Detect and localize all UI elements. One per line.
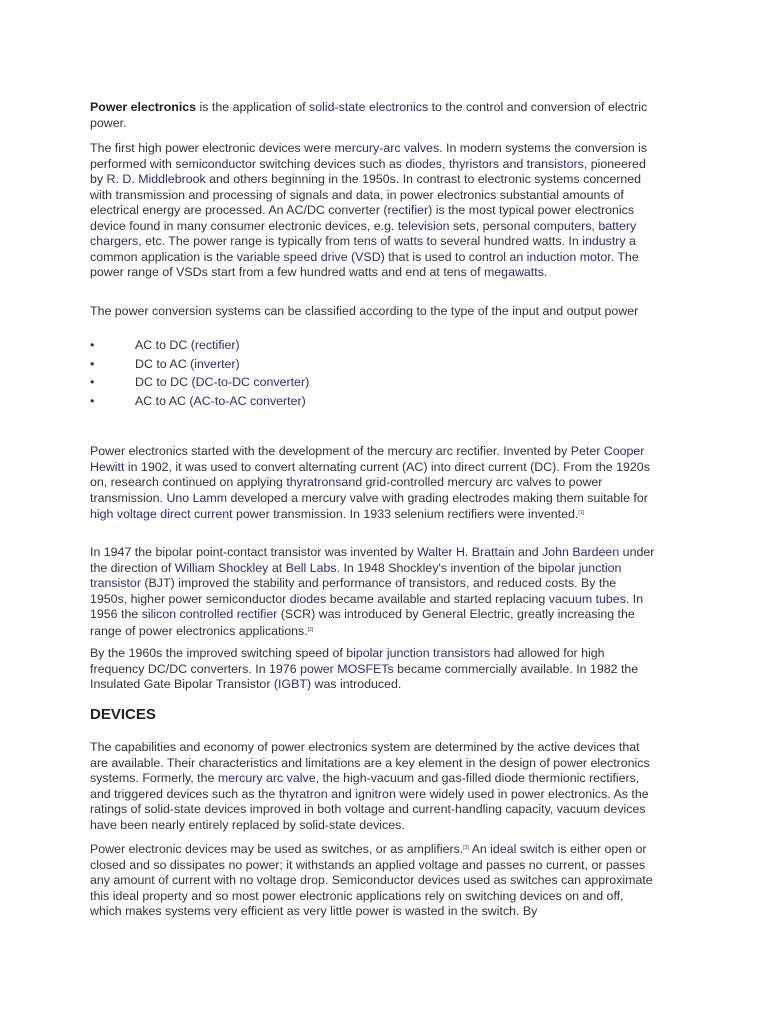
text: . The power range of VSDs start from a few hundred watts and end at tens of	[90, 249, 639, 279]
link[interactable]: mercury arc valve	[217, 771, 316, 785]
text: The power conversion systems can be classified according to the type of the input and output power	[90, 304, 639, 318]
link[interactable]: induction motor	[526, 249, 611, 264]
list-item-text	[135, 375, 309, 390]
text: (SCR) was introduced by General Electric, greatly increasing the range of power electronics applications.	[90, 607, 635, 638]
list-item-text	[135, 357, 240, 372]
text: that is used to control an	[384, 249, 527, 264]
paragraph-classification	[90, 304, 656, 320]
bullet-icon: •	[90, 375, 95, 389]
link[interactable]: thyristors	[448, 156, 500, 171]
link[interactable]: Uno Lamm	[166, 490, 228, 505]
link[interactable]: mercury-arc valves	[334, 141, 440, 155]
link[interactable]: television	[397, 218, 450, 233]
link[interactable]: ideal switch	[490, 842, 555, 856]
link[interactable]: variable speed drive (VSD)	[236, 249, 385, 264]
link[interactable]: R. D. Middlebrook	[106, 172, 206, 186]
link[interactable]: silicon controlled rectifier	[141, 607, 278, 621]
text: and grid-controlled mercury arc valves to power transmission.	[90, 475, 603, 505]
paragraph-devices	[90, 740, 656, 833]
link[interactable]: DC-to-DC converter	[195, 375, 306, 389]
list-item-text	[135, 394, 306, 409]
text: developed a mercury valve with grading electrodes making them suitable for	[227, 490, 648, 505]
text: switching devices such as	[255, 156, 406, 171]
link[interactable]: vacuum tubes	[548, 591, 626, 606]
text: were widely used in power electronics. As the ratings of solid-state devices improved in both voltage and current-handling capacity, vacuum devices have been nearly entirely replaced by solid-state devices.	[90, 786, 649, 832]
text: .	[543, 265, 548, 279]
text: ,	[441, 156, 449, 171]
link[interactable]: thyratron	[278, 786, 328, 801]
text: sets, personal	[449, 218, 534, 233]
text: )	[305, 375, 310, 389]
link[interactable]: transistors	[526, 156, 584, 171]
link[interactable]: semiconductor	[175, 156, 256, 171]
paragraph-first-devices	[90, 141, 656, 281]
text: , pioneered by	[90, 156, 646, 186]
section-heading-devices: DEVICES	[90, 706, 156, 723]
text: at	[268, 560, 286, 575]
text: ) was introduced.	[306, 677, 402, 691]
link[interactable]: William Shockley	[174, 560, 269, 575]
text: . In modern systems the conversion is performed with	[90, 141, 648, 171]
text: a common application is the	[90, 234, 636, 264]
text: AC to DC (	[135, 338, 195, 352]
text: )	[301, 394, 306, 408]
text: to several hundred watts. In	[423, 234, 583, 248]
text: DC to DC (	[135, 375, 196, 389]
text: An	[468, 842, 491, 856]
text: and	[514, 545, 543, 559]
link[interactable]: megawatts	[483, 265, 544, 279]
bold-term: Power electronics	[90, 100, 197, 114]
link[interactable]: diodes	[405, 156, 442, 171]
link[interactable]: IGBT	[278, 677, 307, 691]
text: , etc. The power range is typically from tens of	[138, 234, 395, 248]
citation-link[interactable]: [3]	[463, 845, 469, 851]
text: )	[235, 338, 240, 352]
paragraph-transistor	[90, 545, 656, 639]
text: . In 1948 Shockley's invention of the	[336, 560, 539, 575]
link[interactable]: Walter H. Brattain	[417, 545, 515, 559]
link[interactable]: Peter Cooper Hewitt	[90, 444, 645, 474]
link[interactable]: solid-state electronics	[309, 100, 429, 114]
citation-link[interactable]: [1]	[578, 510, 584, 516]
text: in 1902, it was used to convert alternating current (AC) into direct current (DC). From the 1920s on, research continued on applying	[90, 459, 650, 489]
text: is either open or closed and so dissipates no power; it withstands an applied voltage and passes no current, or passes any amount of current with no voltage drop. Semiconductor devices used as switches can approximate this ideal property and so most power electronic applications rely on switching devices on and off, which makes systems very efficient as very little power is wasted in the switch. By	[90, 842, 653, 918]
text: AC to AC (	[135, 394, 194, 408]
link[interactable]: John Bardeen	[542, 545, 620, 559]
link[interactable]: thyratrons	[286, 475, 342, 489]
text: became available and started replacing	[326, 591, 549, 606]
link[interactable]: rectifier	[387, 203, 429, 217]
text: , the high-vacuum and gas-filled diode thermionic rectifiers, and triggered devices such as the	[90, 771, 640, 801]
text: Power electronic devices may be used as switches, or as amplifiers.	[90, 842, 464, 856]
citation-link[interactable]: [2]	[307, 626, 314, 633]
text: . In 1956 the	[90, 591, 644, 621]
link[interactable]: high voltage direct current	[90, 507, 233, 521]
text: power transmission. In 1933 selenium rectifiers were invented.	[232, 507, 579, 521]
link[interactable]: computers	[533, 218, 592, 233]
link[interactable]: bipolar junction transistors	[346, 646, 491, 660]
bullet-icon: •	[90, 338, 95, 352]
link[interactable]: rectifier	[194, 338, 236, 352]
text: By the 1960s the improved switching speed of	[90, 646, 347, 660]
link[interactable]: Bell Labs	[285, 560, 337, 575]
text: The first high power electronic devices were	[90, 141, 335, 155]
paragraph-switches	[90, 841, 656, 920]
text: is the application of	[196, 100, 310, 114]
link[interactable]: inverter	[194, 357, 236, 371]
text: )	[235, 357, 240, 371]
text: The capabilities and economy of power electronics system are determined by the active devices that are available. Their characteristics and limitations are a key element in the design of power electronics systems. Formerly, the	[90, 740, 650, 785]
text: Power electronics started with the development of the mercury arc rectifier. Invented by	[90, 444, 571, 458]
link[interactable]: AC-to-AC converter	[193, 394, 302, 408]
text: and	[327, 786, 356, 801]
paragraph-history	[90, 444, 656, 523]
link[interactable]: ignitron	[355, 786, 396, 801]
link[interactable]: power MOSFETs	[300, 661, 394, 676]
text: became commercially available. In 1982 the Insulated Gate Bipolar Transistor (	[90, 661, 639, 691]
link[interactable]: watts	[394, 234, 424, 248]
text: and	[499, 156, 527, 171]
text: In 1947 the bipolar point-contact transistor was invented by	[90, 545, 418, 559]
link[interactable]: diodes	[289, 591, 327, 606]
text: to the control and conversion of electric power.	[90, 100, 648, 130]
bullet-icon: •	[90, 394, 95, 408]
list-item-text	[135, 338, 240, 353]
text: had allowed for high frequency DC/DC converters. In 1976	[90, 646, 605, 676]
text: DC to AC (	[135, 357, 195, 371]
text: (BJT) improved the stability and performance of transistors, and reduced costs. By the 1950s, higher power semiconductor	[90, 576, 617, 606]
paragraph-1960s	[90, 646, 656, 693]
text: under the direction of	[90, 545, 655, 575]
text: ) is the most typical power electronics device found in many consumer electronic devices, e.g.	[90, 203, 635, 233]
link[interactable]: battery chargers	[90, 218, 637, 248]
link[interactable]: bipolar junction transistor	[90, 560, 622, 590]
text: ,	[591, 218, 599, 233]
bullet-icon: •	[90, 357, 95, 371]
text: and others beginning in the 1950s. In contrast to electronic systems concerned with transmission and processing of signals and data, in power electronics substantial amounts of electrical energy are processed. An AC/DC converter (	[90, 172, 642, 217]
link[interactable]: industry	[582, 234, 626, 248]
paragraph-intro	[90, 100, 656, 131]
